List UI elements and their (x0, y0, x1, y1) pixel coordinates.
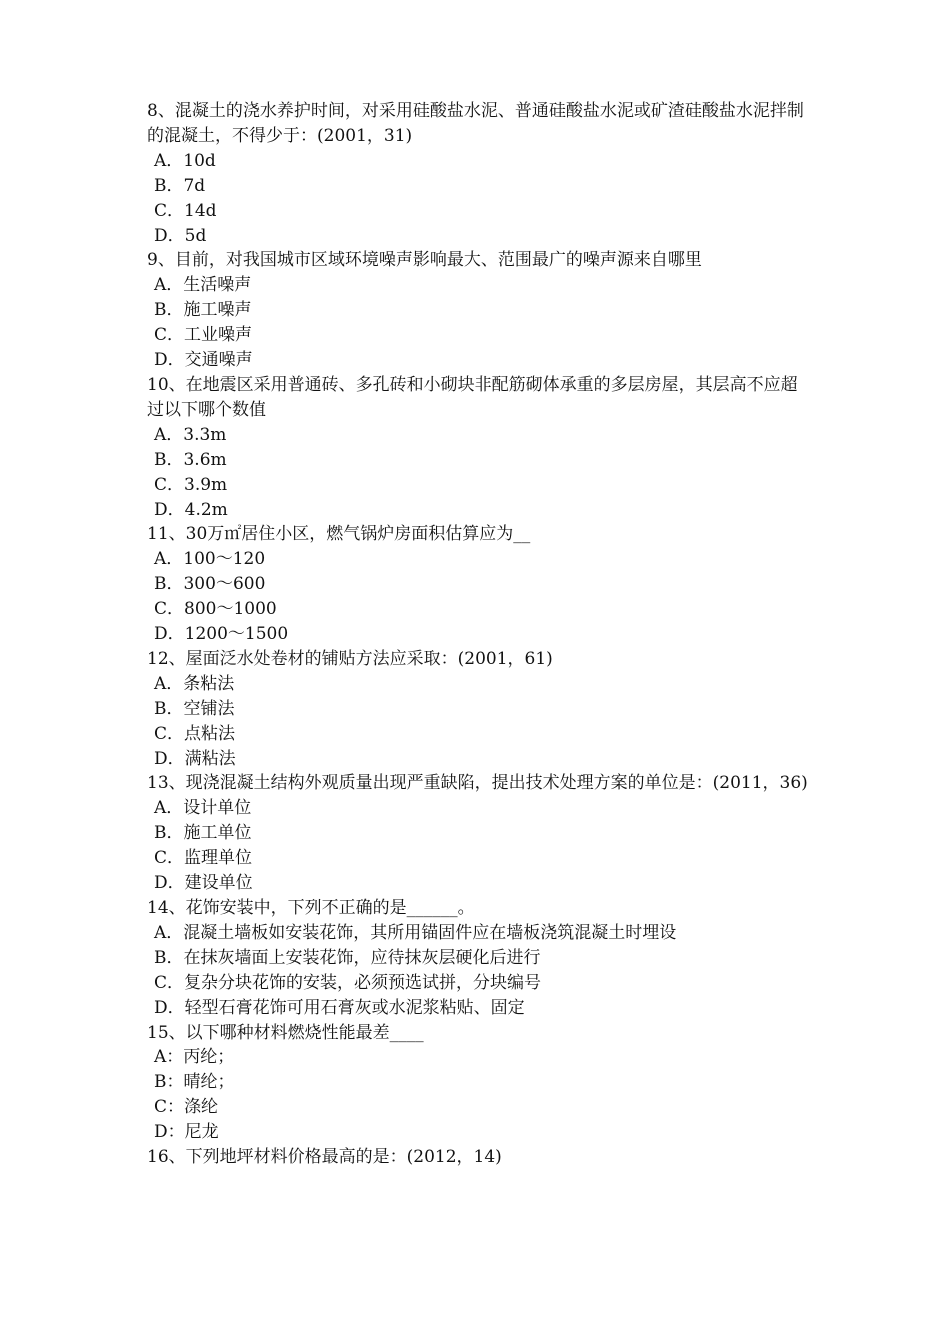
answer-option: C．800～1000 (154, 599, 277, 620)
answer-option: C．14d (154, 200, 217, 221)
question-stem: 10、在地震区采用普通砖、多孔砖和小砌块非配筋砌体承重的多层房屋，其层高不应超过以下哪个数值 (147, 374, 798, 420)
answer-option: B．空铺法 (154, 698, 235, 719)
answer-option: B．7d (154, 175, 206, 196)
answer-option: A．3.3m (154, 424, 227, 445)
answer-option: B．施工单位 (154, 823, 252, 844)
answer-option: A．生活噪声 (154, 275, 252, 296)
question-item (147, 647, 812, 772)
question-stem: 16、下列地坪材料价格最高的是：(2012，14) (147, 1147, 502, 1168)
question-stem: 8、混凝土的浇水养护时间，对采用硅酸盐水泥、普通硅酸盐水泥或矿渣硅酸盐水泥拌制的混凝土，不得少于：(2001，31) (147, 101, 804, 146)
question-item (147, 373, 812, 522)
answer-option: D．轻型石膏花饰可用石膏灰或水泥浆粘贴、固定 (154, 997, 525, 1018)
answer-option: D．5d (154, 225, 207, 246)
question-item (147, 1021, 812, 1146)
answer-option: A：丙纶； (154, 1047, 235, 1068)
question-stem: 11、30万㎡居住小区，燃气锅炉房面积估算应为__ (147, 524, 531, 545)
answer-option: C．监理单位 (154, 848, 253, 869)
answer-option: B．300～600 (154, 574, 266, 595)
question-stem: 15、以下哪种材料燃烧性能最差____ (147, 1022, 424, 1043)
question-item (147, 522, 812, 647)
question-list (147, 99, 812, 1170)
answer-option: B．3.6m (154, 449, 227, 470)
question-item (147, 1145, 812, 1170)
answer-option: C．点粘法 (154, 723, 236, 744)
answer-option: C：涤纶 (154, 1097, 219, 1118)
answer-option: B．在抹灰墙面上安装花饰，应待抹灰层硬化后进行 (154, 947, 541, 968)
answer-option: A．100～120 (154, 549, 266, 570)
answer-option: B：晴纶； (154, 1072, 235, 1093)
question-stem: 13、现浇混凝土结构外观质量出现严重缺陷，提出技术处理方案的单位是：(2011，36) (147, 773, 808, 794)
question-stem: 12、屋面泛水处卷材的铺贴方法应采取：(2001，61) (147, 648, 553, 669)
answer-option: D．4.2m (154, 499, 228, 520)
answer-option: B．施工噪声 (154, 300, 252, 321)
question-item (147, 896, 812, 1021)
answer-option: A．混凝土墙板如安装花饰，其所用锚固件应在墙板浇筑混凝土时埋设 (154, 922, 677, 943)
answer-option: C．工业噪声 (154, 325, 253, 346)
answer-option: A．条粘法 (154, 673, 235, 694)
answer-option: D．建设单位 (154, 873, 253, 894)
answer-option: D．1200～1500 (154, 624, 289, 645)
answer-option: D：尼龙 (154, 1122, 219, 1143)
answer-option: D．满粘法 (154, 748, 236, 769)
answer-option: C．3.9m (154, 474, 228, 495)
question-stem: 9、目前，对我国城市区域环境噪声影响最大、范围最广的噪声源来自哪里 (147, 250, 702, 271)
answer-option: D．交通噪声 (154, 350, 253, 371)
answer-option: C．复杂分块花饰的安装，必须预选试拼，分块编号 (154, 972, 542, 993)
question-item (147, 99, 812, 248)
answer-option: A．设计单位 (154, 798, 252, 819)
question-item (147, 771, 812, 896)
question-stem: 14、花饰安装中，下列不正确的是______。 (147, 898, 475, 918)
answer-option: A．10d (154, 150, 216, 171)
question-item (147, 248, 812, 373)
